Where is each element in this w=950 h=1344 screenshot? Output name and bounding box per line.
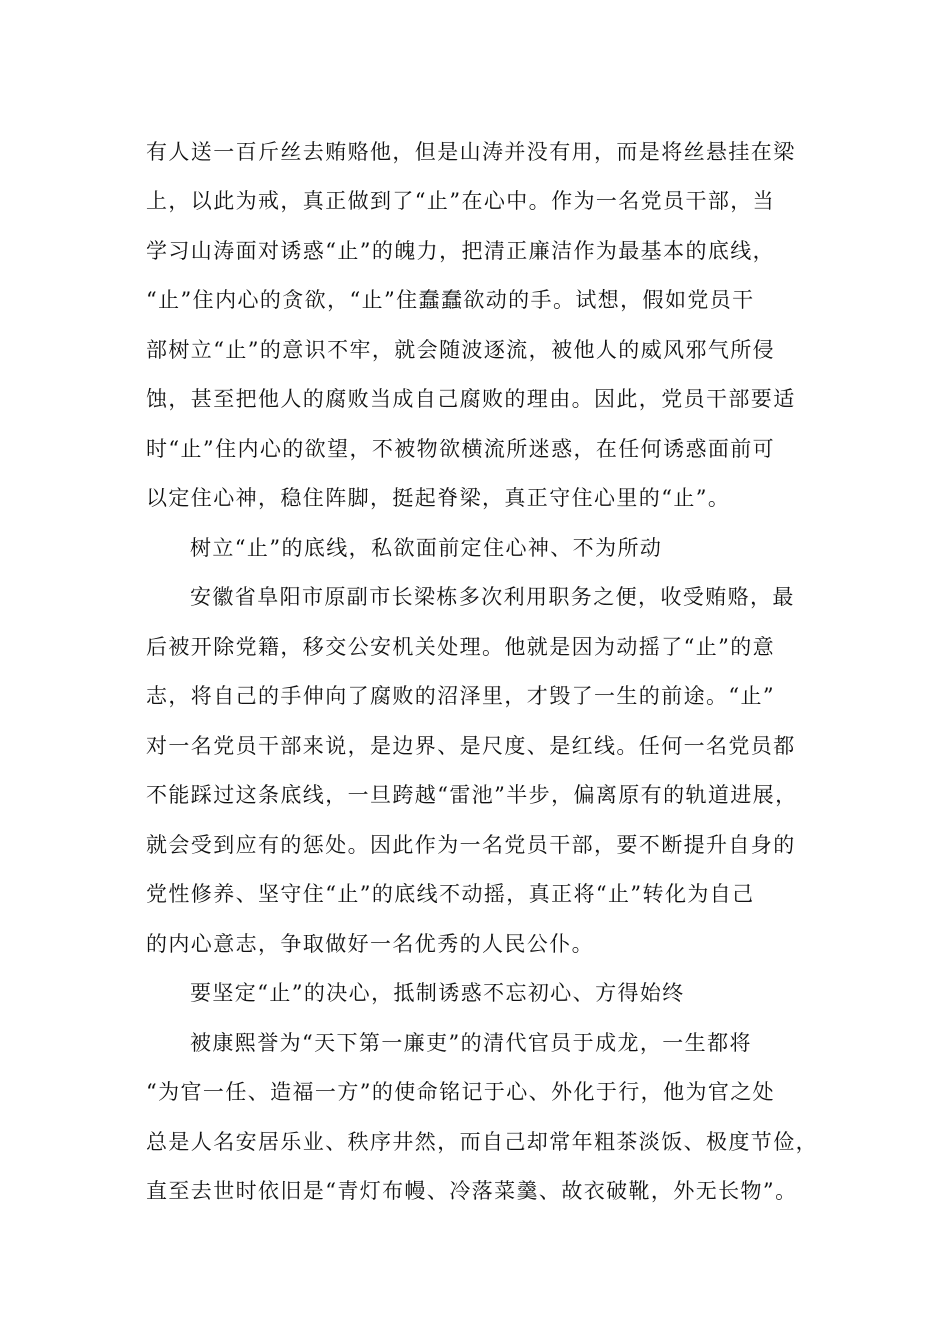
text-line: 部树立“止”的意识不牢，就会随波逐流，被他人的威风邪气所侵 [146, 338, 776, 362]
section-heading: 树立“止”的底线，私欲面前定住心神、不为所动 [190, 536, 663, 560]
text-line: 安徽省阜阳市原副市长梁栋多次利用职务之便，收受贿赂，最 [190, 585, 795, 609]
text-line: 蚀，甚至把他人的腐败当成自己腐败的理由。因此，党员干部要适 [146, 387, 796, 411]
text-line: 对一名党员干部来说，是边界、是尺度、是红线。任何一名党员都 [146, 734, 796, 758]
text-line: 志，将自己的手伸向了腐败的沼泽里，才毁了一生的前途。“止” [146, 684, 776, 708]
text-line: 就会受到应有的惩处。因此作为一名党员干部，要不断提升自身的 [146, 833, 796, 857]
text-line: 有人送一百斤丝去贿赂他，但是山涛并没有用，而是将丝悬挂在梁 [146, 140, 796, 164]
text-line: 的内心意志，争取做好一名优秀的人民公仆。 [146, 932, 594, 956]
text-line: “为官一任、造福一方”的使命铭记于心、外化于行，他为官之处 [146, 1080, 776, 1104]
text-line: 党性修养、坚守住“止”的底线不动摇，真正将“止”转化为自己 [146, 882, 755, 906]
text-line: 学习山涛面对诱惑“止”的魄力，把清正廉洁作为最基本的底线， [146, 239, 776, 263]
text-line: 总是人名安居乐业、秩序井然，而自己却常年粗茶淡饭、极度节俭， [146, 1130, 818, 1154]
text-line: 上，以此为戒，真正做到了“止”在心中。作为一名党员干部，当 [146, 189, 776, 213]
text-line: 被康熙誉为“天下第一廉吏”的清代官员于成龙，一生都将 [190, 1031, 752, 1055]
text-line: 时“止”住内心的欲望，不被物欲横流所迷惑，在任何诱惑面前可 [146, 437, 776, 461]
text-line: “止”住内心的贪欲，“止”住蠢蠢欲动的手。试想，假如党员干 [146, 288, 755, 312]
section-heading: 要坚定“止”的决心，抵制诱惑不忘初心、方得始终 [190, 981, 685, 1005]
text-line: 后被开除党籍，移交公安机关处理。他就是因为动摇了“止”的意 [146, 635, 776, 659]
text-line: 不能踩过这条底线，一旦跨越“雷池”半步，偏离原有的轨道进展， [146, 783, 798, 807]
text-line: 直至去世时依旧是“青灯布幔、冷落菜羹、故衣破靴，外无长物”。 [146, 1179, 798, 1203]
text-line: 以定住心神，稳住阵脚，挺起脊梁，真正守住心里的“止”。 [146, 486, 731, 510]
